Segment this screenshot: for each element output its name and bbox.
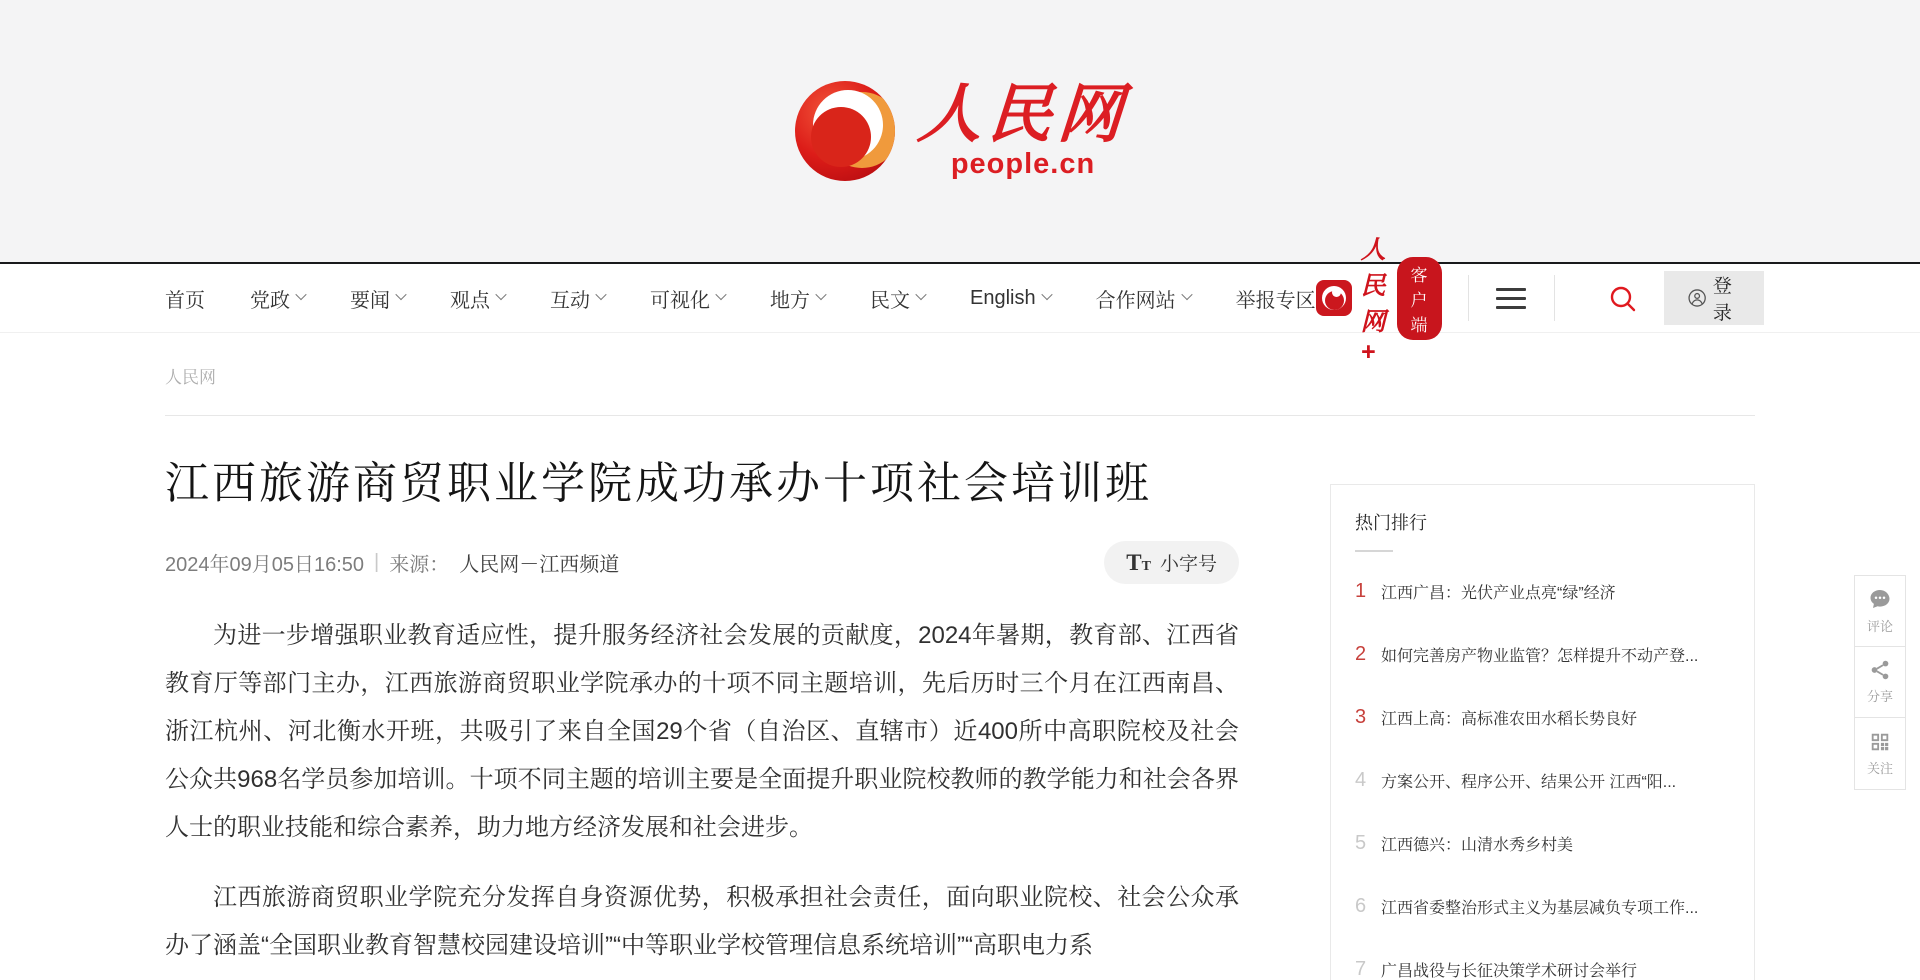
hot-ranking-list [1355, 560, 1730, 980]
nav-item-visual[interactable] [650, 284, 725, 313]
search-icon [1609, 285, 1636, 312]
chevron-down-icon [395, 289, 406, 300]
chevron-down-icon [295, 289, 306, 300]
hot-item-title: 江西上高：高标准农田水稻长势良好 [1381, 711, 1638, 728]
rank-number: 3 [1355, 706, 1367, 728]
rank-number: 5 [1355, 832, 1367, 854]
app-badge-client: 客户端 [1397, 257, 1442, 340]
people-emblem-icon [792, 78, 898, 184]
nav-item-interact[interactable] [550, 284, 605, 313]
app-badge-brand: 人民网+ [1360, 235, 1387, 366]
hot-ranking-panel [1330, 484, 1755, 980]
nav-item-report[interactable] [1236, 284, 1316, 313]
chevron-down-icon [715, 289, 726, 300]
nav-item-label: 要闻 [350, 289, 390, 312]
nav-item-label: 党政 [250, 289, 290, 312]
rank-number: 6 [1355, 895, 1367, 917]
list-item[interactable] [1355, 686, 1730, 749]
chevron-down-icon [1181, 289, 1192, 300]
rank-number: 1 [1355, 580, 1367, 602]
people-app-badge[interactable] [1316, 230, 1442, 367]
font-size-label: 小字号 [1159, 554, 1217, 575]
menu-button[interactable] [1494, 284, 1528, 313]
user-icon [1688, 285, 1706, 311]
nav-item-label: 观点 [450, 289, 490, 312]
breadcrumb-row [165, 333, 1755, 388]
hot-item-title: 广昌战役与长征决策学术研讨会举行 [1381, 963, 1638, 980]
hot-item-title: 江西省委整治形式主义为基层减负专项工作... [1381, 900, 1699, 917]
vertical-divider [1468, 275, 1469, 321]
comment-button[interactable] [1855, 576, 1905, 647]
site-header [0, 0, 1920, 262]
article-meta [165, 541, 1239, 584]
article [165, 416, 1239, 980]
nav-item-home[interactable] [165, 284, 205, 313]
nav-item-news[interactable] [350, 284, 405, 313]
list-item[interactable] [1355, 623, 1730, 686]
rank-number: 7 [1355, 958, 1367, 980]
vertical-divider [1554, 275, 1555, 321]
logo-text [915, 77, 1131, 181]
list-item[interactable] [1355, 812, 1730, 875]
nav-right-cluster [1316, 235, 1826, 366]
nav-item-label: 民文 [870, 289, 910, 312]
nav-item-minority[interactable] [870, 284, 925, 313]
nav-item-label: 合作网站 [1095, 289, 1176, 312]
site-logo[interactable] [792, 77, 1131, 184]
list-item[interactable] [1355, 875, 1730, 938]
nav-item-local[interactable] [770, 284, 825, 313]
font-size-button[interactable] [1104, 541, 1239, 584]
login-button[interactable] [1664, 271, 1764, 325]
nav-item-label: 地方 [770, 289, 810, 312]
hot-item-title: 江西广昌：光伏产业点亮“绿”经济 [1381, 585, 1616, 602]
list-item[interactable] [1355, 749, 1730, 812]
nav-item-label: English [970, 286, 1036, 309]
comment-icon [1868, 587, 1892, 611]
list-item[interactable] [1355, 938, 1730, 980]
source-link[interactable]: 人民网－江西频道 [459, 554, 620, 576]
chevron-down-icon [495, 289, 506, 300]
meta-separator: | [374, 551, 380, 573]
people-app-icon [1316, 280, 1352, 316]
nav-item-label: 举报专区 [1235, 289, 1316, 312]
article-date: 2024年09月05日16:50 [165, 554, 365, 576]
list-item[interactable] [1355, 560, 1730, 623]
share-button[interactable] [1855, 647, 1905, 718]
article-meta-left [165, 548, 619, 577]
hot-ranking-title: 热门排行 [1355, 509, 1730, 552]
nav-item-partners[interactable] [1096, 284, 1191, 313]
login-label: 登录 [1712, 276, 1732, 324]
rank-number: 4 [1355, 769, 1367, 791]
search-button[interactable] [1609, 285, 1636, 312]
main-nav [0, 235, 1920, 366]
nav-item-opinion[interactable] [450, 284, 505, 313]
logo-en-text: people.cn [950, 147, 1096, 180]
article-body [165, 612, 1239, 970]
nav-item-english[interactable] [970, 287, 1051, 310]
chevron-down-icon [915, 289, 926, 300]
main-content [165, 416, 1755, 980]
share-icon [1869, 659, 1891, 681]
chevron-down-icon [1041, 289, 1052, 300]
chevron-down-icon [815, 289, 826, 300]
hot-item-title: 如何完善房产物业监管？怎样提升不动产登... [1381, 648, 1699, 665]
hot-item-title: 江西德兴：山清水秀乡村美 [1381, 837, 1574, 854]
nav-item-party[interactable] [250, 284, 305, 313]
rank-number: 2 [1355, 643, 1367, 665]
follow-button[interactable] [1855, 718, 1905, 789]
floating-action-bar [1854, 575, 1906, 790]
qr-code-icon [1869, 731, 1891, 753]
nav-item-label: 首页 [165, 289, 205, 312]
nav-item-label: 互动 [550, 289, 590, 312]
comment-label: 评论 [1866, 619, 1893, 634]
logo-cn-text: 人民网 [915, 77, 1131, 150]
nav-item-label: 可视化 [650, 289, 710, 312]
article-paragraph: 为进一步增强职业教育适应性，提升服务经济社会发展的贡献度，2024年暑期，教育部、江西省教育厅等部门主办，江西旅游商贸职业学院承办的十项不同主题培训，先后历时三个月在江西南昌、浙江杭州、河北衡水开班，共吸引了来自全国29个省（自治区、直辖市）近400所中高职院校及社会公众共968名学员参加培训。十项不同主题的培训主要是全面提升职业院校教师的教学能力和社会各界人士的职业技能和综合素养，助力地方经济发展和社会进步。 [165, 622, 1239, 841]
source-label: 来源： [389, 554, 450, 576]
hot-item-title: 方案公开、程序公开、结果公开 江西“阳... [1381, 774, 1677, 791]
chevron-down-icon [595, 289, 606, 300]
article-paragraph: 江西旅游商贸职业学院充分发挥自身资源优势，积极承担社会责任，面向职业院校、社会公众承办了涵盖“全国职业教育智慧校园建设培训”“中等职业学校管理信息系统培训”“高职电力系 [165, 884, 1239, 959]
share-label: 分享 [1866, 689, 1893, 704]
nav-list [165, 264, 1316, 332]
font-size-icon: TT [1126, 549, 1151, 575]
page-title: 江西旅游商贸职业学院成功承办十项社会培训班 [165, 459, 1152, 508]
breadcrumb[interactable]: 人民网 [165, 368, 216, 387]
follow-label: 关注 [1866, 760, 1893, 776]
